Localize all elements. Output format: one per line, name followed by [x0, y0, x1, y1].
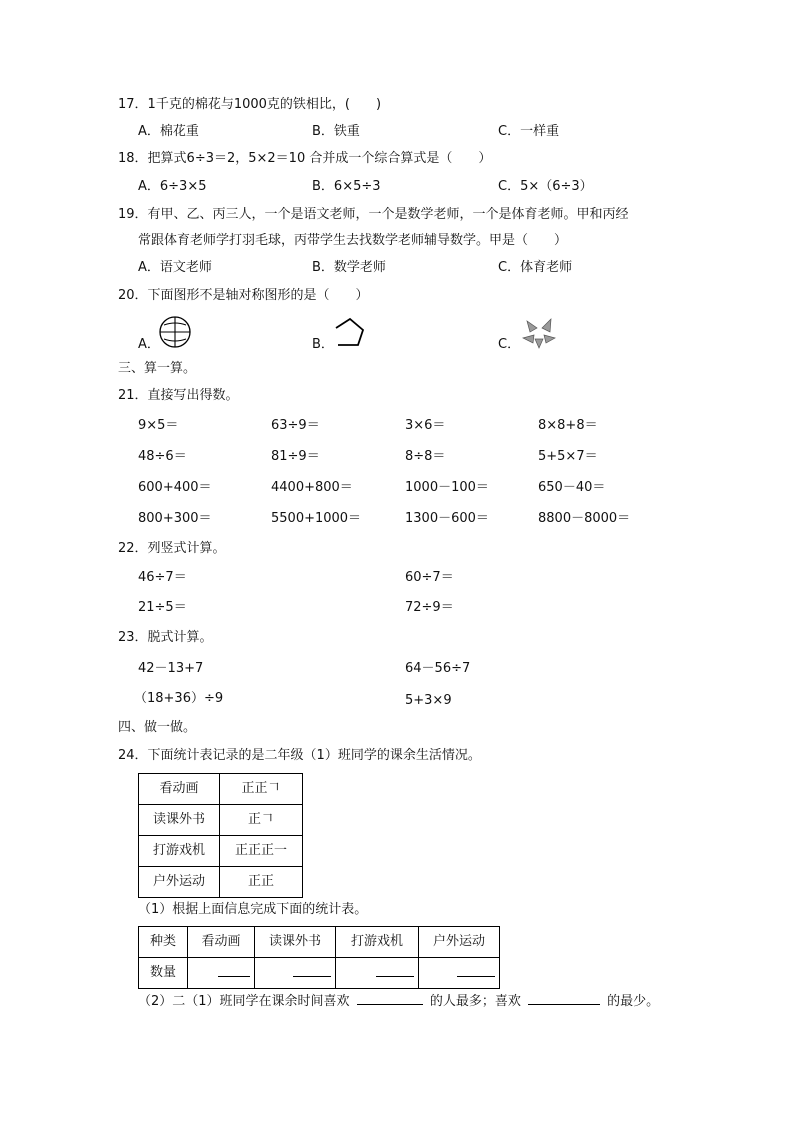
q22-item: 21÷5＝	[138, 600, 187, 615]
q21-item: 5+5×7＝	[538, 449, 598, 464]
tally-marks: 正𠃍	[220, 805, 303, 836]
tally-marks: 正正正一	[220, 836, 303, 867]
q21-item: 8×8+8＝	[538, 418, 598, 433]
tally-category: 读课外书	[139, 805, 220, 836]
q24-sub2-part2: 的人最多；喜欢	[429, 994, 521, 1009]
q18-stem: 18．把算式6÷3＝2，5×2＝10 合并成一个综合算式是（ ）	[118, 151, 492, 166]
q20-option-b[interactable]: B．	[312, 337, 334, 352]
stats-header: 看动画	[188, 927, 255, 958]
q23-item: 42－13+7	[138, 661, 204, 676]
q19-option-b[interactable]: B．数学老师	[312, 260, 386, 275]
stats-header: 户外运动	[419, 927, 500, 958]
q17-option-c[interactable]: C．一样重	[498, 124, 560, 139]
q21-item: 3×6＝	[405, 418, 446, 433]
tally-category: 户外运动	[139, 867, 220, 898]
q24-sub2-part1: （2）二（1）班同学在课余时间喜欢	[138, 994, 350, 1009]
q23-item: 64－56÷7	[405, 661, 471, 676]
q19-option-c[interactable]: C．体育老师	[498, 260, 573, 275]
q20-stem: 20．下面图形不是轴对称图形的是（ ）	[118, 288, 369, 303]
q23-stem: 23．脱式计算。	[118, 630, 213, 645]
tally-marks: 正正𠃍	[220, 774, 303, 805]
q21-item: 8÷8＝	[405, 449, 446, 464]
q23-item: （18+36）÷9	[134, 691, 224, 706]
answer-blank[interactable]	[255, 958, 336, 989]
q22-stem: 22．列竖式计算。	[118, 541, 226, 556]
q21-item: 8800－8000＝	[538, 511, 631, 526]
answer-blank[interactable]	[357, 992, 423, 1005]
q24-sub2	[138, 992, 659, 1011]
section-3-title: 三、算一算。	[118, 361, 197, 376]
q22-item: 72÷9＝	[405, 600, 454, 615]
answer-blank[interactable]	[419, 958, 500, 989]
q18-option-c[interactable]: C．5×（6÷3）	[498, 179, 593, 194]
q19-stem-line1: 19．有甲、乙、丙三人，一个是语文老师，一个是数学老师，一个是体育老师。甲和丙经	[118, 207, 629, 222]
q19-option-a[interactable]: A．语文老师	[138, 260, 212, 275]
tally-marks: 正正	[220, 867, 303, 898]
q24-sub1: （1）根据上面信息完成下面的统计表。	[138, 902, 368, 917]
q20-option-a[interactable]: A．	[138, 337, 160, 352]
answer-blank[interactable]	[336, 958, 419, 989]
open-pentagon-icon	[332, 316, 368, 350]
tally-category: 看动画	[139, 774, 220, 805]
tally-category: 打游戏机	[139, 836, 220, 867]
q21-item: 4400+800＝	[271, 480, 353, 495]
stats-header: 读课外书	[255, 927, 336, 958]
q22-item: 60÷7＝	[405, 570, 454, 585]
q21-item: 650－40＝	[538, 480, 606, 495]
circle-figure-icon	[158, 316, 194, 350]
q21-item: 800+300＝	[138, 511, 212, 526]
answer-blank[interactable]	[188, 958, 255, 989]
q17-stem: 17．1千克的棉花与1000克的铁相比，( )	[118, 97, 382, 112]
q17-option-b[interactable]: B．铁重	[312, 124, 360, 139]
q20-option-c[interactable]: C．	[498, 337, 521, 352]
q21-item: 81÷9＝	[271, 449, 320, 464]
q21-item: 1300－600＝	[405, 511, 489, 526]
stats-header: 种类	[139, 927, 188, 958]
q21-item: 63÷9＝	[271, 418, 320, 433]
statistics-table	[138, 926, 500, 989]
q21-stem: 21．直接写出得数。	[118, 388, 239, 403]
answer-blank[interactable]	[528, 992, 600, 1005]
q21-item: 48÷6＝	[138, 449, 187, 464]
q24-stem: 24．下面统计表记录的是二年级（1）班同学的课余生活情况。	[118, 748, 481, 763]
q21-item: 1000－100＝	[405, 480, 489, 495]
q21-item: 5500+1000＝	[271, 511, 362, 526]
rotational-shape-icon	[520, 314, 558, 350]
q17-option-a[interactable]: A．棉花重	[138, 124, 199, 139]
q23-item: 5+3×9	[405, 693, 452, 708]
tally-table	[138, 773, 303, 898]
q22-item: 46÷7＝	[138, 570, 187, 585]
q21-item: 600+400＝	[138, 480, 212, 495]
q18-option-b[interactable]: B．6×5÷3	[312, 179, 381, 194]
q24-sub2-part3: 的最少。	[607, 994, 660, 1009]
section-4-title: 四、做一做。	[118, 720, 197, 735]
stats-header: 打游戏机	[336, 927, 419, 958]
stats-row-label: 数量	[139, 958, 188, 989]
q19-stem-line2: 常跟体育老师学打羽毛球，丙带学生去找数学老师辅导数学。甲是（ ）	[138, 233, 568, 248]
q21-item: 9×5＝	[138, 418, 179, 433]
q18-option-a[interactable]: A．6÷3×5	[138, 179, 207, 194]
